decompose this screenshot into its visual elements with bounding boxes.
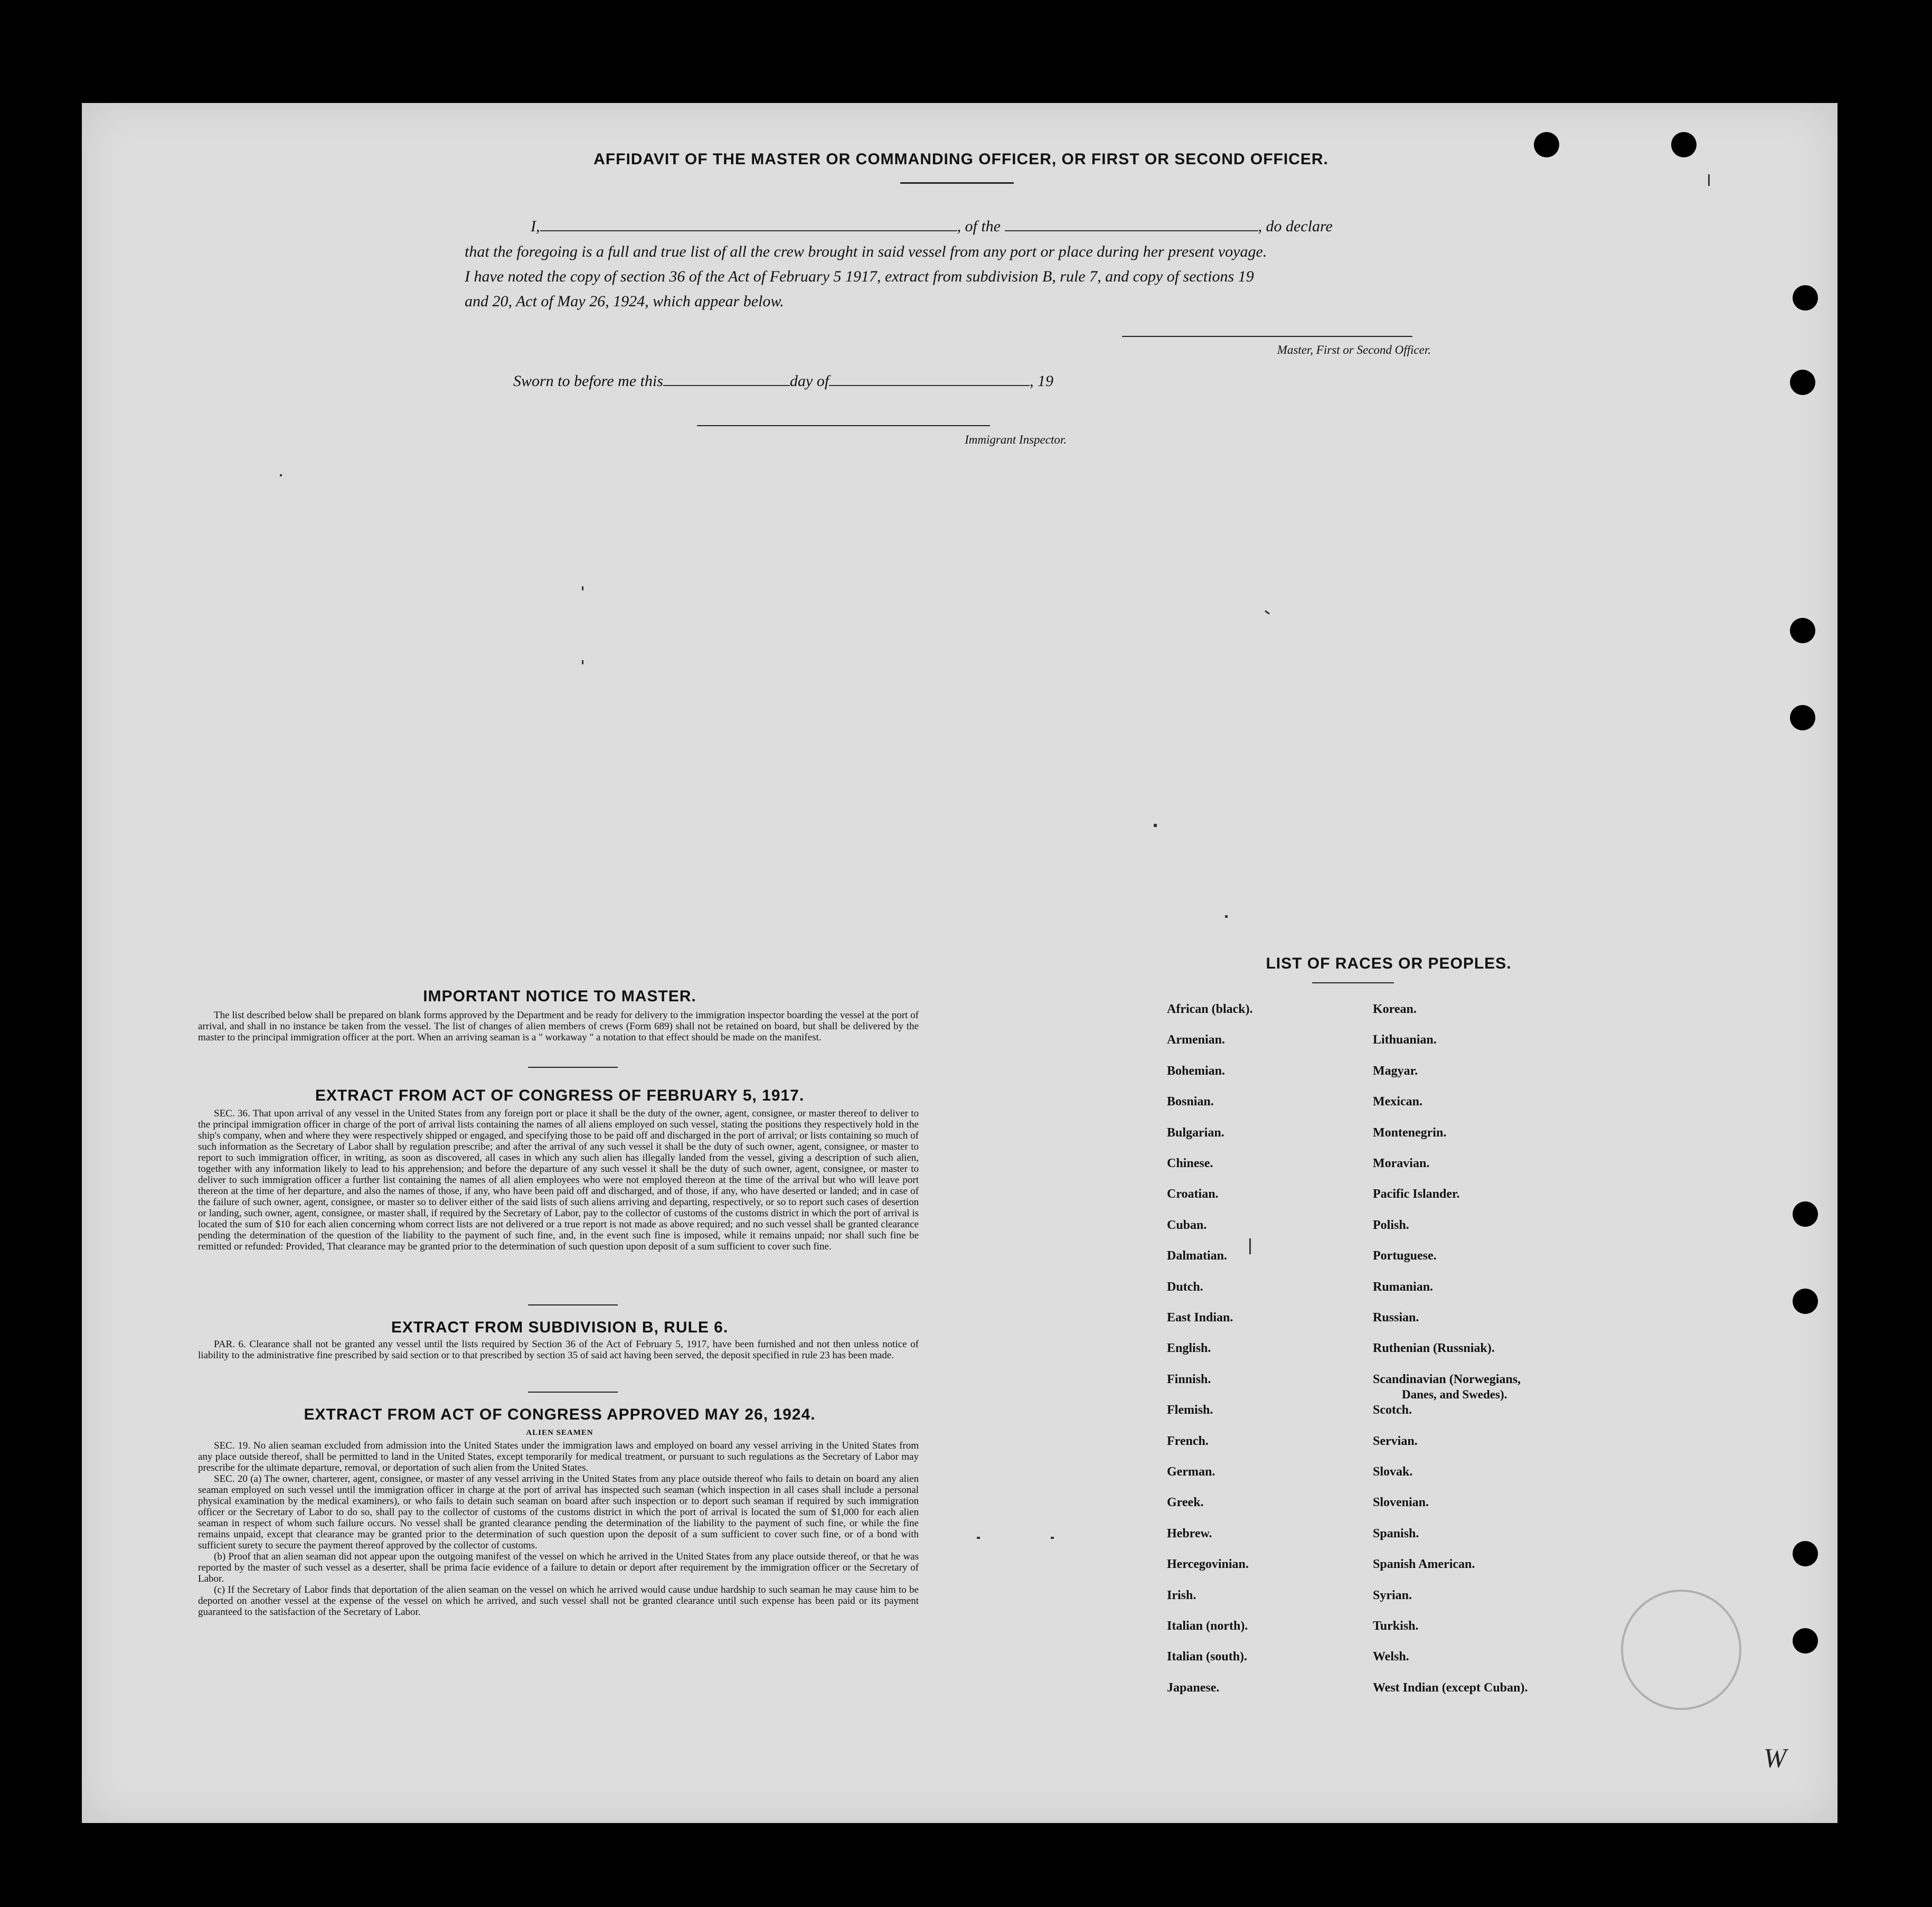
right-race-item: Spanish American. (1373, 1557, 1475, 1572)
right-race-item: Polish. (1373, 1218, 1409, 1232)
left-race-item: Chinese. (1167, 1157, 1213, 1170)
scan-artifact (1708, 174, 1710, 186)
corner-handwritten-mark: W (1764, 1743, 1787, 1773)
right-race-item: Scandinavian (Norwegians, (1373, 1372, 1521, 1386)
sworn-prefix: Sworn to before me this (513, 372, 663, 390)
inspector-label: Immigrant Inspector. (965, 433, 1067, 446)
left-race-item: French. (1167, 1434, 1209, 1448)
rule-6-text (198, 1339, 919, 1361)
right-race-item: Portuguese. (1373, 1249, 1437, 1263)
right-race-item: Russian. (1373, 1311, 1419, 1324)
left-race-item: Bosnian. (1167, 1095, 1214, 1109)
extract-1917-title: EXTRACT FROM ACT OF CONGRESS OF FEBRUARY 5, 1917. (315, 1087, 805, 1104)
right-race-item: Servian. (1373, 1434, 1418, 1448)
scan-artifact (582, 660, 583, 664)
affidavit-line-2: that the foregoing is a full and true list of all the crew brought in said vessel from any port or place during her present voyage. (465, 243, 1267, 260)
section-20a-paragraph: SEC. 20 (a) The owner, charterer, agent, consignee, or master of any vessel arriving in the United States from any place outside thereof who fails to detain on board any alien seaman employed on such vessel until the immigration officer in charge at the port of arrival has inspected such seaman (which inspection in all cases shall include a personal physical examination by the medical examiners), or who fails to detain such seaman on board after such inspection or to deport such seaman if required by such immigration officer or the Secretary of Labor to do so, shall pay to the collector of customs of the customs district in which the port of arrival is located the sum of $1,000 for each alien seaman in respect of whom such failure occurs. No vessel shall be granted clearance pending the determination of the liability to the payment of such fine, or while the fine remains unpaid, except that clearance may be granted prior to the determination of such question upon the deposit of a sum sufficient to cover such fine, or of a bond with sufficient surety to secure the payment thereof approved by the collector of customs. (198, 1473, 919, 1551)
left-race-item: African (black). (1167, 1002, 1253, 1016)
sworn-year: , 19 (1030, 372, 1054, 390)
master-signature-label: Master, First or Second Officer. (1277, 343, 1431, 356)
seal-stamp (1621, 1590, 1741, 1710)
right-race-item: Pacific Islander. (1373, 1187, 1460, 1201)
left-race-item: Cuban. (1167, 1218, 1207, 1232)
affidavit-line-3: I have noted the copy of section 36 of the Act of February 5 1917, extract from subdivision B, rule 7, and copy of sections 19 (465, 268, 1254, 285)
left-race-item: Flemish. (1167, 1403, 1213, 1417)
scandinavian-continuation: Danes, and Swedes). (1402, 1388, 1507, 1401)
notice-paragraph: The list described below shall be prepared on blank forms approved by the Department and be ready for delivery to the immigration inspector boarding the vessel at the port of arrival, and shall in no instance be taken from the vessel. The list of changes of alien members of crews (Form 689) shall not be retained on board, but shall be delivered by the master to the principal immigration officer at the port. When an arriving seaman is a " workaway " a notation to that effect should be made on the manifest. (198, 1010, 919, 1043)
left-race-item: Finnish. (1167, 1372, 1211, 1386)
rule-6-title: EXTRACT FROM SUBDIVISION B, RULE 6. (391, 1319, 729, 1336)
punch-hole-icon (1793, 1201, 1818, 1227)
scan-artifact (280, 474, 282, 476)
sworn-day-of: day of (789, 372, 830, 390)
affidavit-title: AFFIDAVIT OF THE MASTER OR COMMANDING OFFICER, OR FIRST OR SECOND OFFICER. (593, 151, 1328, 168)
left-race-item: German. (1167, 1465, 1215, 1479)
left-race-item: Armenian. (1167, 1033, 1225, 1047)
right-race-item: Lithuanian. (1373, 1033, 1437, 1047)
right-race-item: Spanish. (1373, 1526, 1419, 1540)
right-race-item: Scotch. (1373, 1403, 1412, 1417)
right-race-item: Ruthenian (Russniak). (1373, 1341, 1495, 1356)
left-race-item: Hercegovinian. (1167, 1557, 1249, 1572)
notice-title: IMPORTANT NOTICE TO MASTER. (423, 988, 696, 1005)
left-race-item: English. (1167, 1341, 1211, 1356)
scan-artifact (977, 1537, 980, 1539)
right-race-item: Magyar. (1373, 1064, 1418, 1078)
punch-hole-icon (1793, 1289, 1818, 1314)
left-race-item: Hebrew. (1167, 1526, 1212, 1540)
right-race-item: Montenegrin. (1373, 1125, 1447, 1140)
scan-artifact (1225, 915, 1228, 918)
divider (1312, 982, 1394, 983)
section-20b-paragraph: (b) Proof that an alien seaman did not appear upon the outgoing manifest of the vessel on which he arrived in the United States from any place outside thereof, or that he was reported by the master of such vessel as a deserter, shall be prima facie evidence of a failure to detain or deport after requirement by the immigration officer or the Secretary of Labor. (198, 1551, 919, 1584)
races-title: LIST OF RACES OR PEOPLES. (1266, 955, 1512, 972)
left-race-item: Japanese. (1167, 1680, 1220, 1695)
punch-hole-icon (1790, 705, 1815, 730)
right-race-item: Rumanian. (1373, 1280, 1434, 1294)
scan-artifact (1154, 824, 1157, 827)
divider (900, 182, 1014, 184)
right-race-item: Welsh. (1373, 1650, 1409, 1664)
label-of-the: , of the (957, 218, 1001, 235)
left-race-item: Italian (south). (1167, 1650, 1248, 1664)
divider (528, 1392, 618, 1393)
label-i: I, (531, 218, 540, 235)
punch-hole-icon (1793, 1541, 1818, 1566)
sworn-date-field[interactable] (663, 385, 790, 386)
punch-hole-icon (1793, 285, 1818, 311)
punch-hole-icon (1534, 132, 1559, 157)
left-race-item: Italian (north). (1167, 1619, 1248, 1633)
extract-1924-title: EXTRACT FROM ACT OF CONGRESS APPROVED MAY 26, 1924. (304, 1406, 816, 1423)
affidavit-line-4: and 20, Act of May 26, 1924, which appear below. (465, 293, 784, 310)
extract-1924-text (198, 1440, 919, 1618)
master-signature-line[interactable] (1122, 336, 1412, 337)
right-race-item: West Indian (except Cuban). (1373, 1680, 1528, 1695)
scan-artifact (582, 586, 583, 590)
punch-hole-icon (1793, 1628, 1818, 1654)
left-race-item: East Indian. (1167, 1311, 1233, 1324)
left-race-item: Bulgarian. (1167, 1125, 1224, 1140)
right-race-item: Mexican. (1373, 1095, 1422, 1109)
divider (528, 1067, 618, 1068)
inspector-signature-line[interactable] (697, 425, 990, 426)
right-race-item: Turkish. (1373, 1619, 1419, 1633)
left-race-item: Bohemian. (1167, 1064, 1226, 1078)
sworn-month-field[interactable] (829, 385, 1030, 386)
right-race-item: Syrian. (1373, 1588, 1412, 1602)
punch-hole-icon (1790, 370, 1815, 395)
left-race-item: Dalmatian. (1167, 1249, 1227, 1263)
section-19-paragraph: SEC. 19. No alien seaman excluded from admission into the United States under the immigration laws and employed on board any vessel arriving in the United States from any place outside thereof, shall be permitted to land in the United States, except temporarily for medical treatment, or pursuant to such regulations as the Secretary of Labor may prescribe for the ultimate departure, removal, or deportation of such alien from the United States. (198, 1440, 919, 1473)
divider (528, 1304, 618, 1305)
right-race-item: Slovak. (1373, 1465, 1413, 1479)
vessel-name-field[interactable] (1005, 230, 1258, 231)
section-36-paragraph: SEC. 36. That upon arrival of any vessel in the United States from any foreign port or place it shall be the duty of the owner, agent, consignee, or master thereof to deliver to the principal immigration officer in charge of the port of arrival lists containing the names of all aliens employed on such vessel, stating the positions they respectively hold in the ship's company, when and where they were respectively shipped or engaged, and specifying those to be paid off and discharged in the port of arrival; or lists containing so much of such information as the Secretary of Labor shall by regulation prescribe; and after the arrival of any such vessel it shall be the duty of such owner, agent, consignee, or master to report to such immigration officer, in writing, as soon as discovered, all cases in which any such alien has illegally landed from the vessel, giving a description of such alien, together with any information likely to lead to his apprehension; and before the departure of any such vessel it shall be the duty of such owner, agent, consignee, or master to deliver to such immigration officer a further list containing the names of all alien employees who were not employed thereon at the time of the arrival but who will leave port thereon at the time of her departure, and also the names of those, if any, who have been paid off and discharged, and of those, if any, who have deserted or landed; and in case of the failure of such owner, agent, consignee, or master so to deliver either of the said lists of such aliens arriving and departing, respectively, or so to report such cases of desertion or landing, such owner, agent, consignee, or master shall, if required by the Secretary of Labor, pay to the collector of customs of the customs district in which the port of arrival is located the sum of $10 for each alien concerning whom correct lists are not delivered or a true report is not made as above required; and no such vessel shall be granted clearance pending the determination of the question of the liability to the payment of such fine, and, in the event such fine is imposed, while it remains unpaid; nor shall such fine be remitted or refunded: Provided, That clearance may be granted prior to the determination of such question upon deposit of a sum sufficient to cover such fine. (198, 1108, 919, 1252)
right-race-item: Slovenian. (1373, 1496, 1429, 1510)
label-do-declare: , do declare (1258, 218, 1333, 235)
left-race-item: Greek. (1167, 1496, 1204, 1510)
section-20c-paragraph: (c) If the Secretary of Labor finds that deportation of the alien seaman on the vessel on which he arrived would cause undue hardship to such seaman he may cause him to be deported on another vessel at the expense of the vessel on which he arrived, and such vessel shall not be granted clearance until such expense has been paid or its payment guaranteed to the satisfaction of the Secretary of Labor. (198, 1584, 919, 1618)
extract-1917-text (198, 1108, 919, 1252)
right-race-item: Korean. (1373, 1002, 1417, 1016)
left-race-item: Irish. (1167, 1588, 1196, 1602)
scan-artifact (1249, 1238, 1251, 1254)
right-race-item: Moravian. (1373, 1157, 1430, 1170)
punch-hole-icon (1790, 618, 1815, 643)
rule-6-paragraph: PAR. 6. Clearance shall not be granted any vessel until the lists required by Section 36 of the Act of February 5, 1917, have been furnished and not then unless notice of liability to the administrative fine prescribed by said section or to that prescribed by section 35 of said act having been served, the deposit specified in rule 23 has been made. (198, 1339, 919, 1361)
left-race-item: Dutch. (1167, 1280, 1203, 1294)
alien-seamen-subtitle: ALIEN SEAMEN (526, 1429, 593, 1437)
master-name-field[interactable] (540, 230, 957, 231)
notice-text (198, 1010, 919, 1043)
left-race-item: Croatian. (1167, 1187, 1219, 1201)
affidavit-line-1 (465, 218, 1447, 236)
punch-hole-icon (1671, 132, 1697, 157)
sworn-line (513, 372, 1094, 390)
scan-artifact (1051, 1537, 1054, 1539)
